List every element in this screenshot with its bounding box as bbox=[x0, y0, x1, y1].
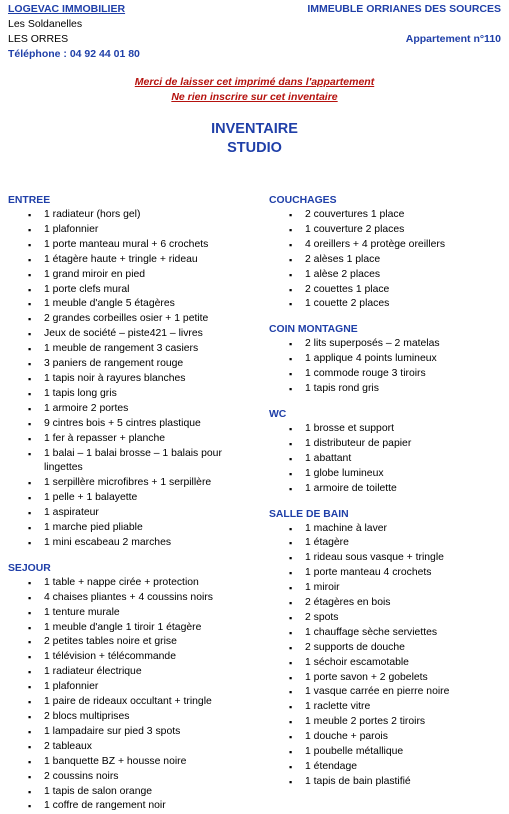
list-item: ▪ 1 meuble de rangement 3 casiers bbox=[8, 342, 258, 357]
section-couchages bbox=[269, 193, 505, 312]
list-item: ▪ 1 étagère bbox=[269, 536, 505, 551]
item-list bbox=[269, 522, 505, 790]
agency-name: LOGEVAC IMMOBILIER bbox=[8, 3, 126, 15]
list-item: ▪ 1 plafonnier bbox=[8, 680, 258, 695]
list-item: ▪ 1 chauffage sèche serviettes bbox=[269, 626, 505, 641]
list-item: ▪ 1 plafonnier bbox=[8, 223, 258, 238]
list-item: ▪ 1 banquette BZ + housse noire bbox=[8, 755, 258, 770]
list-item: ▪ 1 armoire de toilette bbox=[269, 482, 505, 497]
list-item: ▪ 1 douche + parois bbox=[269, 730, 505, 745]
list-item: ▪ 1 distributeur de papier bbox=[269, 437, 505, 452]
building-name: IMMEUBLE ORRIANES DES SOURCES bbox=[307, 3, 501, 15]
item-list bbox=[8, 576, 258, 814]
list-item: ▪ 1 meuble d'angle 5 étagères bbox=[8, 297, 258, 312]
property-header bbox=[307, 2, 501, 47]
list-item: ▪ 2 grandes corbeilles osier + 1 petite bbox=[8, 312, 258, 327]
item-list bbox=[269, 337, 505, 397]
list-item: ▪ 2 blocs multiprises bbox=[8, 710, 258, 725]
list-item: ▪ 1 lampadaire sur pied 3 spots bbox=[8, 725, 258, 740]
list-item: ▪ 1 paire de rideaux occultant + tringle bbox=[8, 695, 258, 710]
list-item: ▪ 1 globe lumineux bbox=[269, 467, 505, 482]
document-title bbox=[0, 120, 509, 157]
list-item: ▪ 1 tapis de bain plastifié bbox=[269, 775, 505, 790]
list-item: ▪ 1 poubelle métallique bbox=[269, 745, 505, 760]
list-item: ▪ 1 tapis long gris bbox=[8, 387, 258, 402]
notice bbox=[0, 75, 509, 104]
item-list bbox=[8, 208, 258, 551]
list-item: ▪ 1 couverture 2 places bbox=[269, 223, 505, 238]
list-item: ▪ 2 couvertures 1 place bbox=[269, 208, 505, 223]
section-title: SALLE DE BAIN bbox=[269, 508, 349, 520]
list-item: ▪ 2 couettes 1 place bbox=[269, 283, 505, 298]
list-item: ▪ 2 spots bbox=[269, 611, 505, 626]
list-item: ▪ 1 raclette vitre bbox=[269, 700, 505, 715]
section-sejour bbox=[8, 561, 258, 814]
section-title: COIN MONTAGNE bbox=[269, 324, 358, 336]
list-item: ▪ 2 étagères en bois bbox=[269, 596, 505, 611]
section-entree bbox=[8, 193, 258, 551]
section-title: SEJOUR bbox=[8, 562, 51, 574]
list-item: ▪ 2 coussins noirs bbox=[8, 770, 258, 785]
agency-phone: Téléphone : 04 92 44 01 80 bbox=[8, 48, 140, 60]
list-item: ▪ 1 tenture murale bbox=[8, 606, 258, 621]
agency-header bbox=[8, 2, 140, 62]
list-item: ▪ 2 alèses 1 place bbox=[269, 253, 505, 268]
list-item: ▪ Jeux de société – piste421 – livres bbox=[8, 327, 258, 342]
list-item: ▪ 1 fer à repasser + planche bbox=[8, 432, 258, 447]
list-item: ▪ 1 serpillère microfibres + 1 serpillère bbox=[8, 476, 258, 491]
list-item: ▪ 1 abattant bbox=[269, 452, 505, 467]
list-item: ▪ 4 chaises pliantes + 4 coussins noirs bbox=[8, 591, 258, 606]
section-coin-montagne bbox=[269, 322, 505, 397]
title-line-1: INVENTAIRE bbox=[211, 121, 298, 137]
section-title: COUCHAGES bbox=[269, 195, 337, 206]
list-item: ▪ 1 radiateur électrique bbox=[8, 665, 258, 680]
list-item: ▪ 1 applique 4 points lumineux bbox=[269, 352, 505, 367]
item-list bbox=[269, 422, 505, 497]
list-item: ▪ 1 radiateur (hors gel) bbox=[8, 208, 258, 223]
list-item: ▪ 2 tableaux bbox=[8, 740, 258, 755]
list-item: ▪ 1 meuble d'angle 1 tiroir 1 étagère bbox=[8, 621, 258, 636]
list-item: ▪ 1 étendage bbox=[269, 760, 505, 775]
right-column bbox=[269, 193, 505, 790]
list-item: ▪ 1 tapis noir à rayures blanches bbox=[8, 372, 258, 387]
list-item: ▪ 1 marche pied pliable bbox=[8, 521, 258, 536]
list-item: ▪ 1 porte clefs mural bbox=[8, 283, 258, 298]
list-item: ▪ 2 lits superposés – 2 matelas bbox=[269, 337, 505, 352]
list-item: ▪ 1 porte manteau 4 crochets bbox=[269, 566, 505, 581]
list-item: ▪ 1 armoire 2 portes bbox=[8, 402, 258, 417]
list-item: ▪ 1 alèse 2 places bbox=[269, 268, 505, 283]
list-item: ▪ 1 tapis de salon orange bbox=[8, 785, 258, 800]
section-title: WC bbox=[269, 408, 287, 420]
list-item: ▪ 1 couette 2 places bbox=[269, 297, 505, 312]
list-item: ▪ 1 séchoir escamotable bbox=[269, 656, 505, 671]
list-item: ▪ 1 tapis rond gris bbox=[269, 382, 505, 397]
agency-address-line1: Les Soldanelles bbox=[8, 18, 83, 30]
title-line-2: STUDIO bbox=[227, 139, 282, 156]
list-item: ▪ 1 aspirateur bbox=[8, 506, 258, 521]
list-item: ▪ 1 vasque carrée en pierre noire bbox=[269, 685, 505, 700]
list-item: ▪ 1 balai – 1 balai brosse – 1 balais pour lingettes bbox=[8, 447, 258, 477]
list-item: ▪ 4 oreillers + 4 protège oreillers bbox=[269, 238, 505, 253]
left-column bbox=[8, 193, 258, 814]
list-item: ▪ 9 cintres bois + 5 cintres plastique bbox=[8, 417, 258, 432]
notice-line-1: Merci de laisser cet imprimé dans l'appartement bbox=[134, 76, 375, 88]
notice-line-2: Ne rien inscrire sur cet inventaire bbox=[171, 90, 338, 103]
list-item: ▪ 1 meuble 2 portes 2 tiroirs bbox=[269, 715, 505, 730]
section-salle-de-bain bbox=[269, 507, 505, 790]
section-wc bbox=[269, 407, 505, 497]
list-item: ▪ 3 paniers de rangement rouge bbox=[8, 357, 258, 372]
list-item: ▪ 1 porte manteau mural + 6 crochets bbox=[8, 238, 258, 253]
list-item: ▪ 1 miroir bbox=[269, 581, 505, 596]
list-item: ▪ 1 rideau sous vasque + tringle bbox=[269, 551, 505, 566]
list-item: ▪ 1 coffre de rangement noir bbox=[8, 799, 258, 814]
apartment-number: Appartement n°110 bbox=[405, 33, 501, 45]
agency-address-line2: LES ORRES bbox=[8, 33, 69, 45]
list-item: ▪ 1 mini escabeau 2 marches bbox=[8, 536, 258, 551]
list-item: ▪ 1 télévision + télécommande bbox=[8, 650, 258, 665]
list-item: ▪ 1 étagère haute + tringle + rideau bbox=[8, 253, 258, 268]
list-item: ▪ 2 petites tables noire et grise bbox=[8, 635, 258, 650]
list-item: ▪ 1 pelle + 1 balayette bbox=[8, 491, 258, 506]
list-item: ▪ 1 porte savon + 2 gobelets bbox=[269, 671, 505, 686]
list-item: ▪ 1 grand miroir en pied bbox=[8, 268, 258, 283]
section-title: ENTREE bbox=[8, 195, 51, 206]
item-list bbox=[269, 208, 505, 312]
list-item: ▪ 1 commode rouge 3 tiroirs bbox=[269, 367, 505, 382]
list-item: ▪ 2 supports de douche bbox=[269, 641, 505, 656]
list-item: ▪ 1 brosse et support bbox=[269, 422, 505, 437]
list-item: ▪ 1 table + nappe cirée + protection bbox=[8, 576, 258, 591]
list-item: ▪ 1 machine à laver bbox=[269, 522, 505, 537]
